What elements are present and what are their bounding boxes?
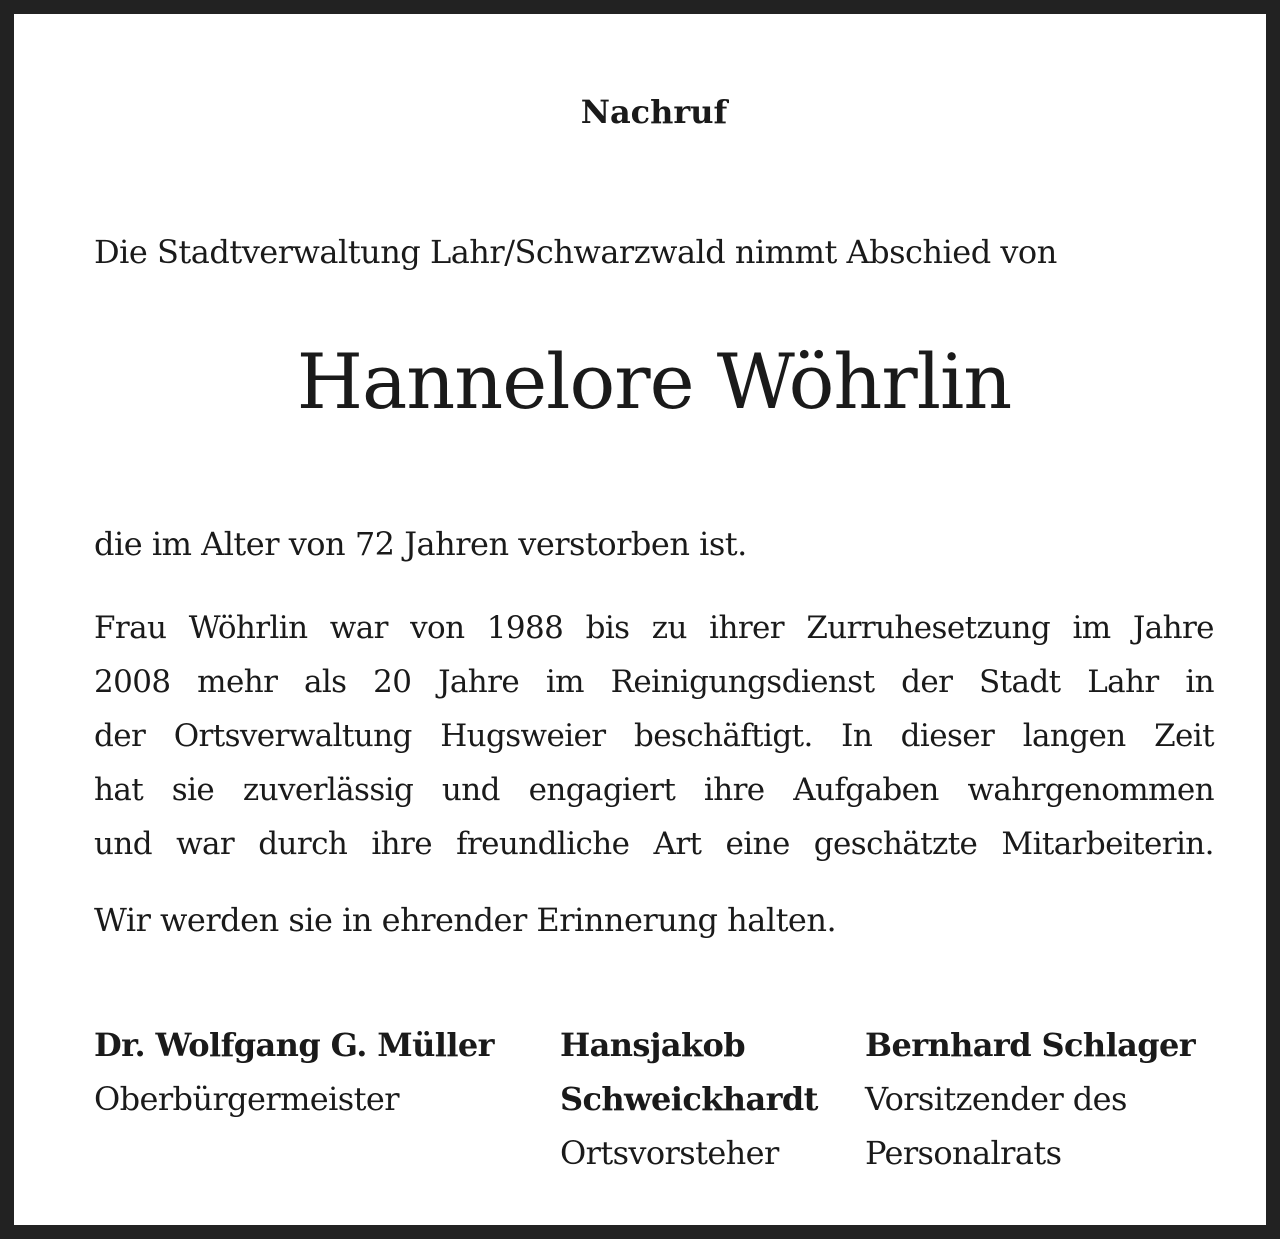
notice-heading: Nachruf (580, 93, 728, 131)
word: Mitarbeiterin. (1001, 826, 1214, 862)
word: In (841, 718, 873, 754)
age-text: die im Alter von 72 Jahren verstorben ist. (94, 525, 747, 563)
signatory-name: Dr. Wolfgang G. Müller (94, 1026, 494, 1064)
word: Wöhrlin (188, 610, 308, 646)
word: engagiert (528, 772, 676, 808)
word: Aufgaben (793, 772, 939, 808)
word: eine (725, 826, 790, 862)
deceased-name: Hannelore Wöhrlin (296, 337, 1012, 426)
biography-line (94, 763, 1214, 817)
word: durch (258, 826, 348, 862)
signatory-name: Hansjakob (560, 1026, 746, 1064)
word: beschäftigt. (633, 718, 813, 754)
biography-line (94, 655, 1214, 709)
word: der (94, 718, 146, 754)
word: Zurruhesetzung (806, 610, 1051, 646)
word: Jahre (438, 664, 520, 700)
word: Hugsweier (440, 718, 606, 754)
word: und (94, 826, 152, 862)
word: Zeit (1154, 718, 1214, 754)
signatory-name: Schweickhardt (560, 1080, 818, 1118)
signatory-role: Personalrats (865, 1134, 1062, 1172)
word: langen (1022, 718, 1126, 754)
word: Art (653, 826, 702, 862)
intro-text: Die Stadtverwaltung Lahr/Schwarzwald nimmt Abschied von (94, 233, 1057, 271)
word: 1988 (486, 610, 564, 646)
word: Ortsverwaltung (173, 718, 412, 754)
biography-paragraph (94, 601, 1214, 871)
word: zuverlässig (242, 772, 414, 808)
word: bis (585, 610, 630, 646)
word: sie (171, 772, 215, 808)
word: ihrer (709, 610, 785, 646)
word: im (545, 664, 584, 700)
word: Jahre (1132, 610, 1214, 646)
signatory-staff-council (865, 1018, 1195, 1180)
word: geschätzte (813, 826, 978, 862)
signatory-name: Bernhard Schlager (865, 1026, 1196, 1064)
word: in (1185, 664, 1214, 700)
closing-text: Wir werden sie in ehrender Erinnerung halten. (94, 901, 837, 939)
signatory-local-head (560, 1018, 818, 1180)
word: war (329, 610, 388, 646)
word: 2008 (94, 664, 171, 700)
word: ihre (703, 772, 765, 808)
biography-line (94, 817, 1214, 871)
biography-line (94, 709, 1214, 763)
signatory-role: Ortsvorsteher (560, 1134, 779, 1172)
word: war (176, 826, 235, 862)
signatory-mayor (94, 1018, 494, 1126)
word: von (410, 610, 465, 646)
biography-line (94, 601, 1214, 655)
word: ihre (371, 826, 432, 862)
word: als (303, 664, 347, 700)
word: 20 (373, 664, 412, 700)
word: zu (651, 610, 687, 646)
word: der (901, 664, 953, 700)
signatory-role: Vorsitzender des (865, 1080, 1127, 1118)
word: mehr (197, 664, 278, 700)
word: im (1072, 610, 1111, 646)
word: hat (94, 772, 144, 808)
word: Reinigungsdienst (610, 664, 875, 700)
word: dieser (900, 718, 995, 754)
word: freundliche (456, 826, 630, 862)
word: und (441, 772, 500, 808)
word: Lahr (1087, 664, 1159, 700)
word: Stadt (979, 664, 1061, 700)
word: wahrgenommen (967, 772, 1214, 808)
word: Frau (94, 610, 167, 646)
signatory-role: Oberbürgermeister (94, 1080, 399, 1118)
